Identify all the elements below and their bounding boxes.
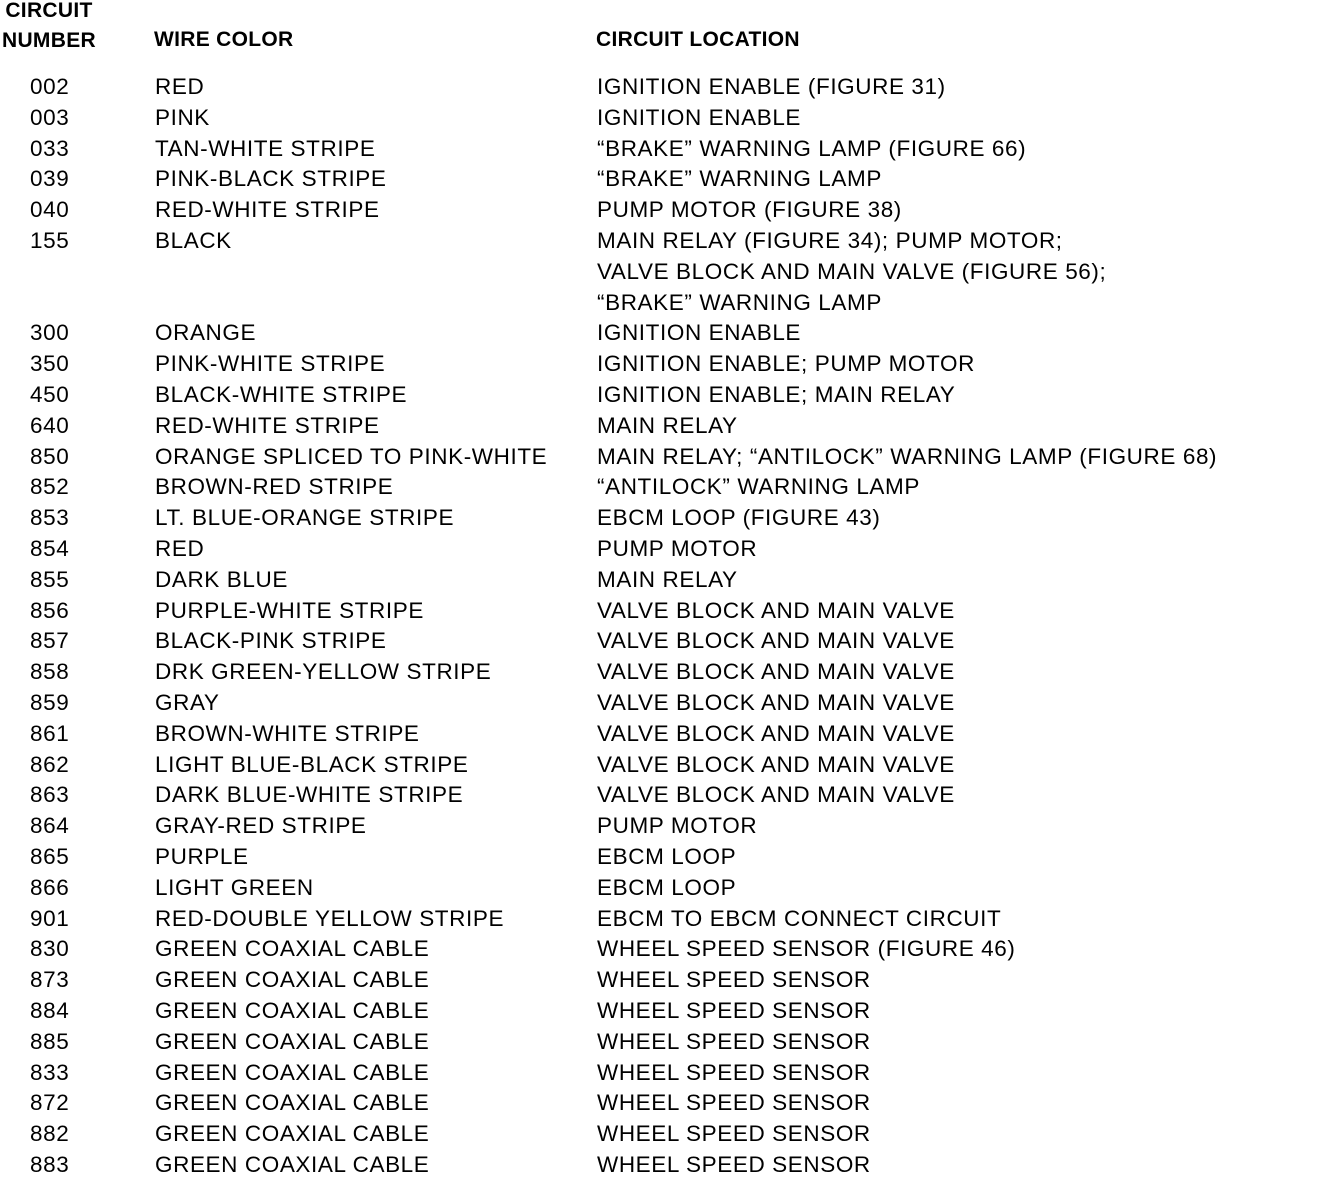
wire-color: PINK xyxy=(155,104,210,130)
table-row xyxy=(0,164,1344,195)
wire-color: DRK GREEN-YELLOW STRIPE xyxy=(155,659,492,685)
circuit-location xyxy=(597,472,1337,503)
wire-color: BROWN-RED STRIPE xyxy=(155,474,394,500)
circuit-location xyxy=(597,780,1337,811)
circuit-location-line: IGNITION ENABLE; PUMP MOTOR xyxy=(597,351,975,377)
circuit-location-line: MAIN RELAY xyxy=(597,566,738,592)
circuit-location-line: VALVE BLOCK AND MAIN VALVE xyxy=(597,720,955,746)
wire-color: GREEN COAXIAL CABLE xyxy=(155,1028,430,1054)
circuit-number: 155 xyxy=(30,227,70,253)
circuit-location xyxy=(597,996,1337,1027)
circuit-number: 003 xyxy=(30,104,70,130)
wire-color: PINK-BLACK STRIPE xyxy=(155,166,387,192)
circuit-number: 039 xyxy=(30,166,70,192)
table-row xyxy=(0,195,1344,226)
circuit-location-line: EBCM LOOP (FIGURE 43) xyxy=(597,505,881,531)
table-row xyxy=(0,873,1344,904)
table-row xyxy=(0,134,1344,165)
circuit-location-line: WHEEL SPEED SENSOR (FIGURE 46) xyxy=(597,936,1016,962)
circuit-number: 855 xyxy=(30,566,70,592)
circuit-location-line: WHEEL SPEED SENSOR xyxy=(597,1151,871,1177)
circuit-location-line: PUMP MOTOR xyxy=(597,535,758,561)
wire-color: PURPLE xyxy=(155,843,249,869)
wire-color: PINK-WHITE STRIPE xyxy=(155,351,386,377)
wire-color: TAN-WHITE STRIPE xyxy=(155,135,376,161)
circuit-location-line: VALVE BLOCK AND MAIN VALVE xyxy=(597,659,955,685)
circuit-location-line: “BRAKE” WARNING LAMP xyxy=(597,166,882,192)
circuit-number: 864 xyxy=(30,813,70,839)
circuit-location xyxy=(597,811,1337,842)
table-row xyxy=(0,349,1344,380)
wire-color: BLACK-PINK STRIPE xyxy=(155,628,387,654)
circuit-location xyxy=(597,1058,1337,1089)
column-header-circuit-location: CIRCUIT LOCATION xyxy=(596,28,800,51)
circuit-location xyxy=(597,842,1337,873)
table-row xyxy=(0,996,1344,1027)
circuit-location-line: WHEEL SPEED SENSOR xyxy=(597,967,871,993)
wire-color: RED-DOUBLE YELLOW STRIPE xyxy=(155,905,505,931)
wire-color: LIGHT GREEN xyxy=(155,874,314,900)
circuit-location xyxy=(597,719,1337,750)
circuit-location xyxy=(597,442,1337,473)
circuit-location xyxy=(597,873,1337,904)
wire-color: BLACK xyxy=(155,227,232,253)
circuit-location xyxy=(597,965,1337,996)
table-row xyxy=(0,688,1344,719)
table-row xyxy=(0,534,1344,565)
circuit-table-body xyxy=(0,72,1344,1181)
circuit-number: 901 xyxy=(30,905,70,931)
table-row xyxy=(0,380,1344,411)
table-row xyxy=(0,750,1344,781)
circuit-location xyxy=(597,565,1337,596)
circuit-number: 850 xyxy=(30,443,70,469)
table-row xyxy=(0,811,1344,842)
circuit-location-line: IGNITION ENABLE xyxy=(597,104,802,130)
wire-color: GREEN COAXIAL CABLE xyxy=(155,967,430,993)
circuit-number: 861 xyxy=(30,720,70,746)
circuit-location xyxy=(597,380,1337,411)
wire-color: BLACK-WHITE STRIPE xyxy=(155,381,408,407)
circuit-location-line: PUMP MOTOR (FIGURE 38) xyxy=(597,197,902,223)
wire-color: GRAY-RED STRIPE xyxy=(155,813,367,839)
circuit-location xyxy=(597,318,1337,349)
circuit-location-line: MAIN RELAY; “ANTILOCK” WARNING LAMP (FIGURE 68) xyxy=(597,443,1218,469)
wire-color: ORANGE xyxy=(155,320,257,346)
circuit-location-line: “ANTILOCK” WARNING LAMP xyxy=(597,474,920,500)
column-header-circuit-number xyxy=(2,0,96,56)
table-header xyxy=(0,0,1344,60)
circuit-location xyxy=(597,1088,1337,1119)
circuit-location-line: MAIN RELAY (FIGURE 34); PUMP MOTOR; xyxy=(597,227,1063,253)
circuit-number: 862 xyxy=(30,751,70,777)
circuit-location-line: VALVE BLOCK AND MAIN VALVE xyxy=(597,782,955,808)
table-row xyxy=(0,719,1344,750)
circuit-location-line: VALVE BLOCK AND MAIN VALVE xyxy=(597,597,955,623)
column-header-circuit-number-line1: CIRCUIT xyxy=(5,0,93,22)
circuit-location-line: WHEEL SPEED SENSOR xyxy=(597,1121,871,1147)
wire-color: BROWN-WHITE STRIPE xyxy=(155,720,420,746)
circuit-number: 853 xyxy=(30,505,70,531)
wire-color: GREEN COAXIAL CABLE xyxy=(155,936,430,962)
wire-color: LIGHT BLUE-BLACK STRIPE xyxy=(155,751,469,777)
wire-color: GREEN COAXIAL CABLE xyxy=(155,1059,430,1085)
table-row xyxy=(0,565,1344,596)
circuit-location xyxy=(597,626,1337,657)
table-row xyxy=(0,1119,1344,1150)
wire-color: GREEN COAXIAL CABLE xyxy=(155,1151,430,1177)
table-row xyxy=(0,1027,1344,1058)
circuit-location xyxy=(597,226,1337,318)
circuit-location-line: PUMP MOTOR xyxy=(597,813,758,839)
circuit-location xyxy=(597,1150,1337,1181)
wire-color: GREEN COAXIAL CABLE xyxy=(155,1121,430,1147)
circuit-number: 858 xyxy=(30,659,70,685)
table-row xyxy=(0,1088,1344,1119)
wire-color: DARK BLUE-WHITE STRIPE xyxy=(155,782,464,808)
circuit-number: 885 xyxy=(30,1028,70,1054)
table-row xyxy=(0,842,1344,873)
table-row xyxy=(0,1150,1344,1181)
table-row xyxy=(0,657,1344,688)
circuit-location xyxy=(597,750,1337,781)
circuit-location-line: WHEEL SPEED SENSOR xyxy=(597,1028,871,1054)
circuit-location-line: IGNITION ENABLE xyxy=(597,320,802,346)
circuit-number: 002 xyxy=(30,74,70,99)
circuit-location xyxy=(597,657,1337,688)
circuit-number: 450 xyxy=(30,381,70,407)
wire-color: ORANGE SPLICED TO PINK-WHITE xyxy=(155,443,548,469)
circuit-number: 884 xyxy=(30,997,70,1023)
wire-color: LT. BLUE-ORANGE STRIPE xyxy=(155,505,455,531)
circuit-number: 833 xyxy=(30,1059,70,1085)
table-row xyxy=(0,965,1344,996)
table-row xyxy=(0,103,1344,134)
circuit-number: 350 xyxy=(30,351,70,377)
table-row xyxy=(0,904,1344,935)
circuit-number: 859 xyxy=(30,689,70,715)
circuit-location-line: VALVE BLOCK AND MAIN VALVE xyxy=(597,689,955,715)
circuit-location-line: VALVE BLOCK AND MAIN VALVE (FIGURE 56); xyxy=(597,258,1107,284)
circuit-number: 640 xyxy=(30,412,70,438)
circuit-location-line: WHEEL SPEED SENSOR xyxy=(597,997,871,1023)
circuit-number: 863 xyxy=(30,782,70,808)
circuit-location-line: IGNITION ENABLE (FIGURE 31) xyxy=(597,74,946,99)
wire-color: RED-WHITE STRIPE xyxy=(155,412,380,438)
circuit-number: 033 xyxy=(30,135,70,161)
table-row xyxy=(0,1058,1344,1089)
circuit-location xyxy=(597,349,1337,380)
circuit-location xyxy=(597,164,1337,195)
table-row xyxy=(0,780,1344,811)
circuit-number: 040 xyxy=(30,197,70,223)
circuit-location xyxy=(597,688,1337,719)
wire-color: GREEN COAXIAL CABLE xyxy=(155,997,430,1023)
circuit-number: 857 xyxy=(30,628,70,654)
table-row xyxy=(0,442,1344,473)
column-header-wire-color: WIRE COLOR xyxy=(154,28,294,51)
wire-color: RED xyxy=(155,74,205,99)
circuit-location xyxy=(597,1027,1337,1058)
circuit-number: 852 xyxy=(30,474,70,500)
table-row xyxy=(0,318,1344,349)
wire-color: GRAY xyxy=(155,689,220,715)
circuit-location-line: EBCM LOOP xyxy=(597,874,737,900)
circuit-location-line: EBCM TO EBCM CONNECT CIRCUIT xyxy=(597,905,1002,931)
circuit-location xyxy=(597,411,1337,442)
wire-color: PURPLE-WHITE STRIPE xyxy=(155,597,424,623)
circuit-location-line: IGNITION ENABLE; MAIN RELAY xyxy=(597,381,956,407)
circuit-location xyxy=(597,103,1337,134)
circuit-location-line: EBCM LOOP xyxy=(597,843,737,869)
circuit-location xyxy=(597,934,1337,965)
circuit-location xyxy=(597,596,1337,627)
circuit-number: 300 xyxy=(30,320,70,346)
circuit-location xyxy=(597,195,1337,226)
circuit-number: 872 xyxy=(30,1090,70,1116)
circuit-number: 866 xyxy=(30,874,70,900)
circuit-number: 883 xyxy=(30,1151,70,1177)
circuit-location xyxy=(597,1119,1337,1150)
wire-color: RED xyxy=(155,535,205,561)
circuit-number: 882 xyxy=(30,1121,70,1147)
circuit-location-line: WHEEL SPEED SENSOR xyxy=(597,1090,871,1116)
table-row xyxy=(0,503,1344,534)
circuit-location xyxy=(597,72,1337,103)
table-row xyxy=(0,411,1344,442)
circuit-number: 856 xyxy=(30,597,70,623)
table-row xyxy=(0,226,1344,318)
circuit-number: 865 xyxy=(30,843,70,869)
circuit-number: 830 xyxy=(30,936,70,962)
wire-color: RED-WHITE STRIPE xyxy=(155,197,380,223)
table-row xyxy=(0,934,1344,965)
circuit-location xyxy=(597,134,1337,165)
table-row xyxy=(0,626,1344,657)
circuit-location xyxy=(597,534,1337,565)
wire-color: DARK BLUE xyxy=(155,566,288,592)
circuit-location-line: WHEEL SPEED SENSOR xyxy=(597,1059,871,1085)
circuit-location-line: “BRAKE” WARNING LAMP (FIGURE 66) xyxy=(597,135,1027,161)
table-row xyxy=(0,596,1344,627)
circuit-location-line: VALVE BLOCK AND MAIN VALVE xyxy=(597,751,955,777)
circuit-location-line: VALVE BLOCK AND MAIN VALVE xyxy=(597,628,955,654)
circuit-location xyxy=(597,503,1337,534)
circuit-number: 854 xyxy=(30,535,70,561)
wire-color: GREEN COAXIAL CABLE xyxy=(155,1090,430,1116)
circuit-location-line: MAIN RELAY xyxy=(597,412,738,438)
circuit-location-line: “BRAKE” WARNING LAMP xyxy=(597,289,882,315)
circuit-number: 873 xyxy=(30,967,70,993)
table-row xyxy=(0,72,1344,103)
circuit-location xyxy=(597,904,1337,935)
column-header-circuit-number-line2: NUMBER xyxy=(2,29,96,52)
table-row xyxy=(0,472,1344,503)
